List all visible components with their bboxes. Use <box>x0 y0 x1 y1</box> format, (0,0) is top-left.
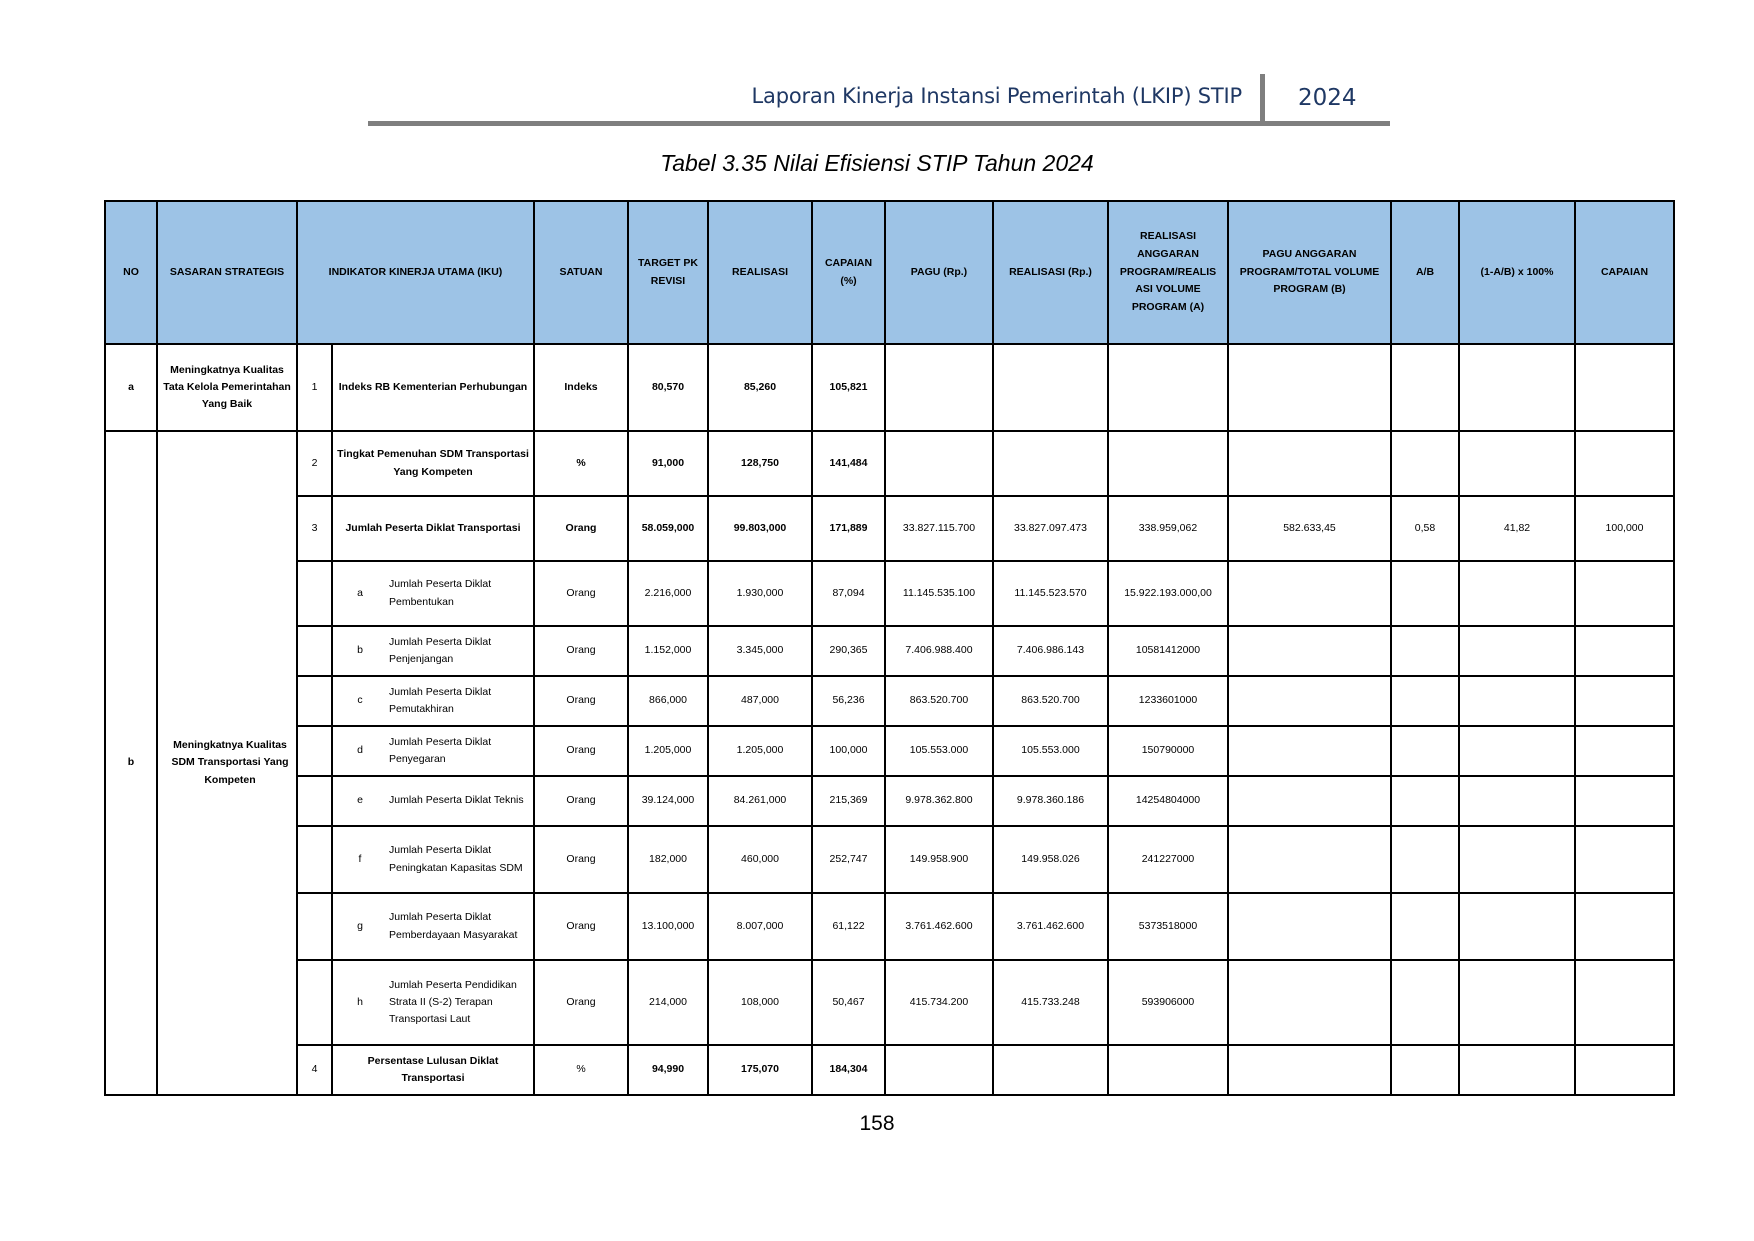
cell-realisasi-rp: 149.958.026 <box>993 826 1108 893</box>
cell-ab <box>1391 676 1459 726</box>
cell-capaian-pct: 184,304 <box>812 1045 885 1095</box>
cell-ab <box>1391 893 1459 960</box>
subitem-name: Jumlah Peserta Diklat Penyegaran <box>389 735 492 765</box>
cell-satuan: Orang <box>534 496 628 561</box>
table-subrow <box>105 960 1674 1045</box>
cell-realisasi: 85,260 <box>708 344 812 431</box>
iku-subitem <box>332 826 534 893</box>
cell-capaian-pct: 56,236 <box>812 676 885 726</box>
cell-satuan: Orang <box>534 826 628 893</box>
cell-target: 39.124,000 <box>628 776 708 826</box>
cell-realisasi: 8.007,000 <box>708 893 812 960</box>
col-header-iku: INDIKATOR KINERJA UTAMA (IKU) <box>297 201 534 344</box>
iku-number: 2 <box>297 431 332 496</box>
cell-capaian: 100,000 <box>1575 496 1674 561</box>
cell-realisasi-rp: 863.520.700 <box>993 676 1108 726</box>
cell-satuan: % <box>534 1045 628 1095</box>
subitem-name: Jumlah Peserta Diklat Pemberdayaan Masyarakat <box>389 911 518 941</box>
cell-b <box>1228 726 1391 776</box>
table-subrow <box>105 726 1674 776</box>
col-header-satuan: SATUAN <box>534 201 628 344</box>
iku-name: Persentase Lulusan Diklat Transportasi <box>332 1045 534 1095</box>
cell-b <box>1228 676 1391 726</box>
cell-capaian <box>1575 561 1674 626</box>
cell-capaian <box>1575 776 1674 826</box>
cell-formula <box>1459 431 1575 496</box>
cell-formula <box>1459 626 1575 676</box>
cell-ab <box>1391 826 1459 893</box>
subitem-name: Jumlah Peserta Diklat Penjenjangan <box>389 635 492 665</box>
col-header-pagu-anggaran: PAGU ANGGARAN PROGRAM/TOTAL VOLUME PROGRAM (B) <box>1228 201 1391 344</box>
cell-a: 241227000 <box>1108 826 1228 893</box>
cell-pagu: 105.553.000 <box>885 726 993 776</box>
table-row <box>105 344 1674 431</box>
cell-formula <box>1459 776 1575 826</box>
cell-realisasi: 1.205,000 <box>708 726 812 776</box>
cell-b <box>1228 431 1391 496</box>
cell-realisasi-rp <box>993 344 1108 431</box>
cell-realisasi-rp <box>993 1045 1108 1095</box>
subitem-letter: c <box>357 694 363 707</box>
iku-subitem <box>332 726 534 776</box>
cell-ab <box>1391 561 1459 626</box>
cell-target: 866,000 <box>628 676 708 726</box>
cell-capaian <box>1575 344 1674 431</box>
iku-number-empty <box>297 776 332 826</box>
cell-target: 94,990 <box>628 1045 708 1095</box>
subitem-name: Jumlah Peserta Diklat Peningkatan Kapasitas SDM <box>389 844 523 874</box>
iku-subitem <box>332 893 534 960</box>
cell-target: 13.100,000 <box>628 893 708 960</box>
cell-realisasi: 99.803,000 <box>708 496 812 561</box>
cell-realisasi-rp: 415.733.248 <box>993 960 1108 1045</box>
iku-number: 4 <box>297 1045 332 1095</box>
iku-subitem <box>332 676 534 726</box>
cell-capaian-pct: 105,821 <box>812 344 885 431</box>
cell-ab <box>1391 776 1459 826</box>
table-row <box>105 1045 1674 1095</box>
cell-realisasi-rp: 3.761.462.600 <box>993 893 1108 960</box>
cell-pagu: 415.734.200 <box>885 960 993 1045</box>
iku-subitem <box>332 960 534 1045</box>
cell-satuan: Indeks <box>534 344 628 431</box>
cell-realisasi: 84.261,000 <box>708 776 812 826</box>
subitem-letter: f <box>358 852 362 865</box>
cell-a: 14254804000 <box>1108 776 1228 826</box>
cell-capaian <box>1575 826 1674 893</box>
cell-realisasi: 487,000 <box>708 676 812 726</box>
cell-pagu: 33.827.115.700 <box>885 496 993 561</box>
cell-a <box>1108 431 1228 496</box>
cell-pagu: 863.520.700 <box>885 676 993 726</box>
col-header-realisasi-anggaran: REALISASI ANGGARAN PROGRAM/REALIS ASI VOLUME PROGRAM (A) <box>1108 201 1228 344</box>
cell-ab <box>1391 431 1459 496</box>
iku-number: 1 <box>297 344 332 431</box>
cell-satuan: Orang <box>534 561 628 626</box>
cell-realisasi-rp <box>993 431 1108 496</box>
subitem-letter: d <box>357 744 363 757</box>
table-row <box>105 431 1674 496</box>
iku-number-empty <box>297 676 332 726</box>
cell-pagu: 149.958.900 <box>885 826 993 893</box>
subitem-letter: b <box>357 644 363 657</box>
col-header-formula: (1-A/B) x 100% <box>1459 201 1575 344</box>
cell-satuan: Orang <box>534 960 628 1045</box>
cell-a: 593906000 <box>1108 960 1228 1045</box>
iku-name: Tingkat Pemenuhan SDM Transportasi Yang Kompeten <box>332 431 534 496</box>
group-no: a <box>105 344 157 431</box>
col-header-target: TARGET PK REVISI <box>628 201 708 344</box>
iku-number-empty <box>297 626 332 676</box>
cell-pagu <box>885 431 993 496</box>
table-subrow <box>105 893 1674 960</box>
page-header <box>368 72 1390 126</box>
cell-target: 214,000 <box>628 960 708 1045</box>
cell-capaian <box>1575 626 1674 676</box>
cell-target: 2.216,000 <box>628 561 708 626</box>
iku-number-empty <box>297 893 332 960</box>
col-header-realisasi: REALISASI <box>708 201 812 344</box>
subitem-letter: g <box>357 919 363 932</box>
col-header-pagu: PAGU (Rp.) <box>885 201 993 344</box>
cell-b <box>1228 561 1391 626</box>
cell-target: 1.152,000 <box>628 626 708 676</box>
cell-capaian-pct: 290,365 <box>812 626 885 676</box>
cell-satuan: Orang <box>534 893 628 960</box>
cell-a: 1233601000 <box>1108 676 1228 726</box>
cell-a: 338.959,062 <box>1108 496 1228 561</box>
cell-formula <box>1459 726 1575 776</box>
cell-capaian <box>1575 726 1674 776</box>
subitem-name: Jumlah Peserta Diklat Pemutakhiran <box>389 685 492 715</box>
subitem-name: Jumlah Peserta Pendidikan Strata II (S-2) Terapan Transportasi Laut <box>389 978 517 1026</box>
cell-b <box>1228 776 1391 826</box>
iku-number-empty <box>297 826 332 893</box>
col-header-sasaran: SASARAN STRATEGIS <box>157 201 297 344</box>
cell-capaian <box>1575 431 1674 496</box>
cell-a <box>1108 1045 1228 1095</box>
cell-realisasi: 108,000 <box>708 960 812 1045</box>
col-header-no: NO <box>105 201 157 344</box>
subitem-letter: h <box>357 995 363 1008</box>
iku-name: Indeks RB Kementerian Perhubungan <box>332 344 534 431</box>
cell-realisasi-rp: 11.145.523.570 <box>993 561 1108 626</box>
group-no: b <box>105 431 157 1095</box>
cell-satuan: Orang <box>534 726 628 776</box>
cell-b <box>1228 960 1391 1045</box>
col-header-capaian: CAPAIAN <box>1575 201 1674 344</box>
iku-name: Jumlah Peserta Diklat Transportasi <box>332 496 534 561</box>
iku-subitem <box>332 561 534 626</box>
cell-target: 1.205,000 <box>628 726 708 776</box>
cell-realisasi-rp: 33.827.097.473 <box>993 496 1108 561</box>
table-row <box>105 496 1674 561</box>
cell-formula <box>1459 344 1575 431</box>
header-rule <box>368 121 1390 126</box>
cell-ab: 0,58 <box>1391 496 1459 561</box>
cell-b: 582.633,45 <box>1228 496 1391 561</box>
table-subrow <box>105 561 1674 626</box>
efficiency-table <box>104 200 1675 1096</box>
cell-realisasi: 3.345,000 <box>708 626 812 676</box>
cell-realisasi-rp: 105.553.000 <box>993 726 1108 776</box>
cell-pagu <box>885 1045 993 1095</box>
cell-realisasi: 175,070 <box>708 1045 812 1095</box>
subitem-letter: e <box>357 794 363 807</box>
cell-a: 10581412000 <box>1108 626 1228 676</box>
table-subrow <box>105 776 1674 826</box>
page-number: 158 <box>859 1112 895 1135</box>
cell-satuan: Orang <box>534 626 628 676</box>
iku-number-empty <box>297 960 332 1045</box>
cell-realisasi: 128,750 <box>708 431 812 496</box>
cell-capaian-pct: 215,369 <box>812 776 885 826</box>
cell-capaian-pct: 252,747 <box>812 826 885 893</box>
cell-formula <box>1459 561 1575 626</box>
cell-target: 182,000 <box>628 826 708 893</box>
cell-formula: 41,82 <box>1459 496 1575 561</box>
subitem-letter: a <box>357 586 363 599</box>
cell-b <box>1228 893 1391 960</box>
cell-pagu: 9.978.362.800 <box>885 776 993 826</box>
report-year: 2024 <box>1298 85 1357 111</box>
cell-capaian <box>1575 1045 1674 1095</box>
cell-b <box>1228 1045 1391 1095</box>
iku-subitem <box>332 776 534 826</box>
report-title: Laporan Kinerja Instansi Pemerintah (LKIP) STIP <box>751 84 1242 108</box>
cell-capaian-pct: 50,467 <box>812 960 885 1045</box>
cell-capaian-pct: 171,889 <box>812 496 885 561</box>
cell-target: 58.059,000 <box>628 496 708 561</box>
cell-satuan: % <box>534 431 628 496</box>
cell-formula <box>1459 893 1575 960</box>
cell-b <box>1228 344 1391 431</box>
cell-pagu: 3.761.462.600 <box>885 893 993 960</box>
cell-formula <box>1459 1045 1575 1095</box>
header-separator <box>1260 74 1265 122</box>
table-subrow <box>105 676 1674 726</box>
cell-formula <box>1459 826 1575 893</box>
cell-target: 80,570 <box>628 344 708 431</box>
iku-number: 3 <box>297 496 332 561</box>
cell-pagu: 11.145.535.100 <box>885 561 993 626</box>
col-header-capaian-pct: CAPAIAN (%) <box>812 201 885 344</box>
cell-ab <box>1391 626 1459 676</box>
cell-realisasi: 1.930,000 <box>708 561 812 626</box>
subitem-name: Jumlah Peserta Diklat Pembentukan <box>389 578 492 608</box>
col-header-ab: A/B <box>1391 201 1459 344</box>
table-subrow <box>105 826 1674 893</box>
cell-ab <box>1391 1045 1459 1095</box>
cell-capaian-pct: 87,094 <box>812 561 885 626</box>
iku-number-empty <box>297 726 332 776</box>
cell-a: 5373518000 <box>1108 893 1228 960</box>
cell-a: 15.922.193.000,00 <box>1108 561 1228 626</box>
cell-capaian-pct: 141,484 <box>812 431 885 496</box>
table-caption: Tabel 3.35 Nilai Efisiensi STIP Tahun 2024 <box>660 150 1094 176</box>
cell-formula <box>1459 676 1575 726</box>
cell-ab <box>1391 960 1459 1045</box>
table-header-row <box>105 201 1674 344</box>
iku-subitem <box>332 626 534 676</box>
cell-ab <box>1391 726 1459 776</box>
cell-realisasi-rp: 7.406.986.143 <box>993 626 1108 676</box>
cell-capaian <box>1575 676 1674 726</box>
cell-ab <box>1391 344 1459 431</box>
subitem-name: Jumlah Peserta Diklat Teknis <box>389 794 524 807</box>
cell-satuan: Orang <box>534 776 628 826</box>
group-sasaran: Meningkatnya Kualitas Tata Kelola Pemerintahan Yang Baik <box>157 344 297 431</box>
cell-formula <box>1459 960 1575 1045</box>
cell-b <box>1228 626 1391 676</box>
iku-number-empty <box>297 561 332 626</box>
cell-capaian <box>1575 893 1674 960</box>
cell-b <box>1228 826 1391 893</box>
cell-realisasi: 460,000 <box>708 826 812 893</box>
cell-capaian-pct: 61,122 <box>812 893 885 960</box>
cell-capaian <box>1575 960 1674 1045</box>
table-subrow <box>105 626 1674 676</box>
cell-a: 150790000 <box>1108 726 1228 776</box>
cell-pagu: 7.406.988.400 <box>885 626 993 676</box>
cell-satuan: Orang <box>534 676 628 726</box>
cell-realisasi-rp: 9.978.360.186 <box>993 776 1108 826</box>
cell-capaian-pct: 100,000 <box>812 726 885 776</box>
group-sasaran: Meningkatnya Kualitas SDM Transportasi Yang Kompeten <box>157 431 297 1095</box>
cell-pagu <box>885 344 993 431</box>
col-header-realisasi-rp: REALISASI (Rp.) <box>993 201 1108 344</box>
cell-target: 91,000 <box>628 431 708 496</box>
cell-a <box>1108 344 1228 431</box>
